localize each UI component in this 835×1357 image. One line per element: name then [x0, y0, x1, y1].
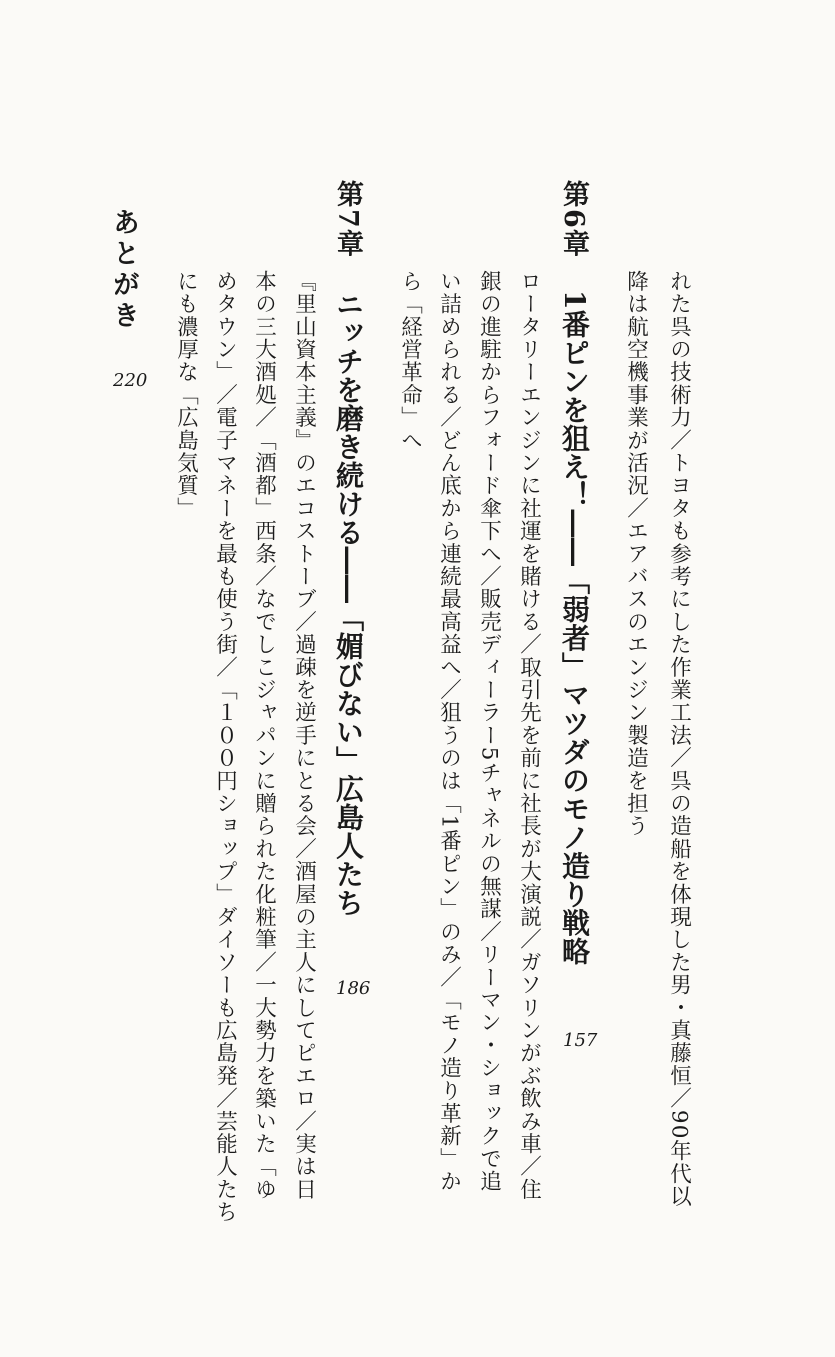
- ch7-text-line: にも濃厚な「広島気質」: [173, 270, 199, 520]
- ch6-text-line: 銀の進駐からフォード傘下へ／販売ディーラー5チャネルの無謀／リーマン・ショックで追: [476, 270, 502, 1193]
- ch5-text-line: 降は航空機事業が活況／エアバスのエンジン製造を担う: [623, 270, 649, 838]
- chapter-7-page-number: 186: [336, 978, 371, 999]
- chapter-7-title: ニッチを磨き続ける――「媚びない」広島人たち: [332, 290, 365, 917]
- ch7-text-line: 本の三大酒処／「酒都」西条／なでしこジャパンに贈られた化粧筆／一大勢力を築いた「ゆ: [251, 270, 277, 1201]
- ch7-text-line: めタウン」／電子マネーを最も使う街／「１００円ショップ」ダイソーも広島発／芸能人たち: [212, 270, 238, 1224]
- ch7-text-line: 『里山資本主義』のエコストーブ／過疎を逆手にとる会／酒屋の主人にしてピエロ／実は日: [291, 270, 317, 1201]
- chapter-6-label: 第6章: [558, 180, 589, 259]
- chapter-6-page-number: 157: [563, 1030, 598, 1051]
- ch6-text-line: い詰められる／どん底から連続最高益へ／狙うのは「1番ピン」のみ／「モノ造り革新」か: [436, 270, 462, 1193]
- ch6-text-line: ら「経営革命」へ: [397, 270, 423, 452]
- chapter-7-label: 第7章: [332, 180, 363, 259]
- ch6-text-line: ロータリーエンジンに社運を賭ける／取引先を前に社長が大演説／ガソリンがぶ飲み車／住: [516, 270, 542, 1201]
- chapter-6-title: 1番ピンを狙え！――「弱者」マツダのモノ造り戦略: [558, 290, 591, 966]
- ch5-text-line: れた呉の技術力／トヨタも参考にした作業工法／呉の造船を体現した男・真藤恒／90年代以: [666, 270, 692, 1208]
- afterword-label: あとがき: [108, 208, 139, 332]
- afterword-page-number: 220: [113, 370, 148, 391]
